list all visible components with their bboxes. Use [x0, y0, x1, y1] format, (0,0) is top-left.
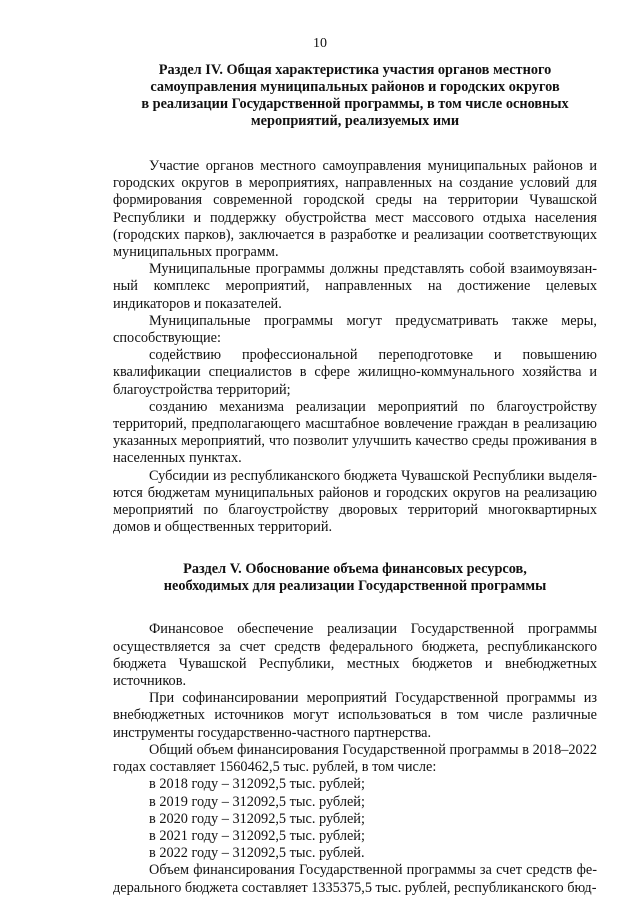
section-4-paragraph: Участие органов местного самоуправления муниципальных районов и городских округов в мероприятиях, направленных на создание условий для формирования современной городской среды на территории Чувашской Республики и поддержку обустройства мест массового отдыха населения (городских парков), заключается в разработке и реализации соответствующих муниципальных программ.: [113, 158, 597, 261]
page-number: 10: [313, 36, 327, 51]
section-4-title-line: в реализации Государственной программы, в том числе основных: [141, 96, 569, 112]
section-4-title-line: Раздел IV. Общая характеристика участия органов местного: [158, 62, 552, 78]
funding-year-item: в 2021 году – 312092,5 тыс. рублей;: [149, 827, 365, 844]
section-5-title-line: Раздел V. Обоснование объема финансовых ресурсов,: [183, 561, 527, 578]
section-5-title: [113, 561, 597, 595]
section-5-paragraph: Объем финансирования Государственной программы за счет средств федерального бюджета составляет 1335375,5 тыс. рублей, республиканского бюд-: [113, 862, 597, 896]
section-4-list-item: содействию профессиональной переподготовке и повышению квалификации специалистов в сфере жилищно-коммунального хозяйства и благоустройства территорий;: [113, 347, 597, 398]
section-4-title-line: самоуправления муниципальных районов и городских округов: [150, 79, 560, 95]
funding-year-item: в 2020 году – 312092,5 тыс. рублей;: [149, 810, 365, 827]
section-5-paragraph: При софинансировании мероприятий Государственной программы из внебюджетных источников могут использоваться в том числе различные инструменты государственно-частного партнерства.: [113, 690, 597, 741]
section-5-paragraph: Финансовое обеспечение реализации Государственной программы осуществляется за счет средств федерального бюджета, республиканского бюджета Чувашской Республики, местных бюджетов и внебюджетных источников.: [113, 621, 597, 690]
section-4-title-line: мероприятий, реализуемых ими: [250, 113, 460, 129]
funding-year-item: в 2019 году – 312092,5 тыс. рублей;: [149, 793, 365, 810]
section-4-title: [113, 62, 597, 130]
section-4-list-item: созданию механизма реализации мероприятий по благоустройству территорий, предполагающего масштабное вовлечение граждан в реализацию указанных мероприятий, что позволит улучшить качество среды проживания в населенных пунктах.: [113, 398, 597, 467]
section-4-paragraph: Муниципальные программы могут предусматривать также меры, способствующие:: [113, 312, 597, 347]
funding-year-item: в 2022 году – 312092,5 тыс. рублей.: [149, 845, 365, 862]
section-5-title-line: необходимых для реализации Государственной программы: [163, 578, 547, 595]
section-4-paragraph: Муниципальные программы должны представлять собой взаимоувязанный комплекс мероприятий, направленных на достижение целевых индикаторов и показателей.: [113, 261, 597, 312]
funding-year-item: в 2018 году – 312092,5 тыс. рублей;: [149, 776, 365, 793]
section-4-paragraph: Субсидии из республиканского бюджета Чувашской Республики выделяются бюджетам муниципальных районов и городских округов на реализацию мероприятий по благоустройству дворовых территорий многоквартирных домов и общественных территорий.: [113, 467, 597, 536]
document-body: [113, 62, 597, 897]
section-5-paragraph: Общий объем финансирования Государственной программы в 2018–2022 годах составляет 1560462,5 тыс. рублей, в том числе:: [113, 741, 597, 776]
